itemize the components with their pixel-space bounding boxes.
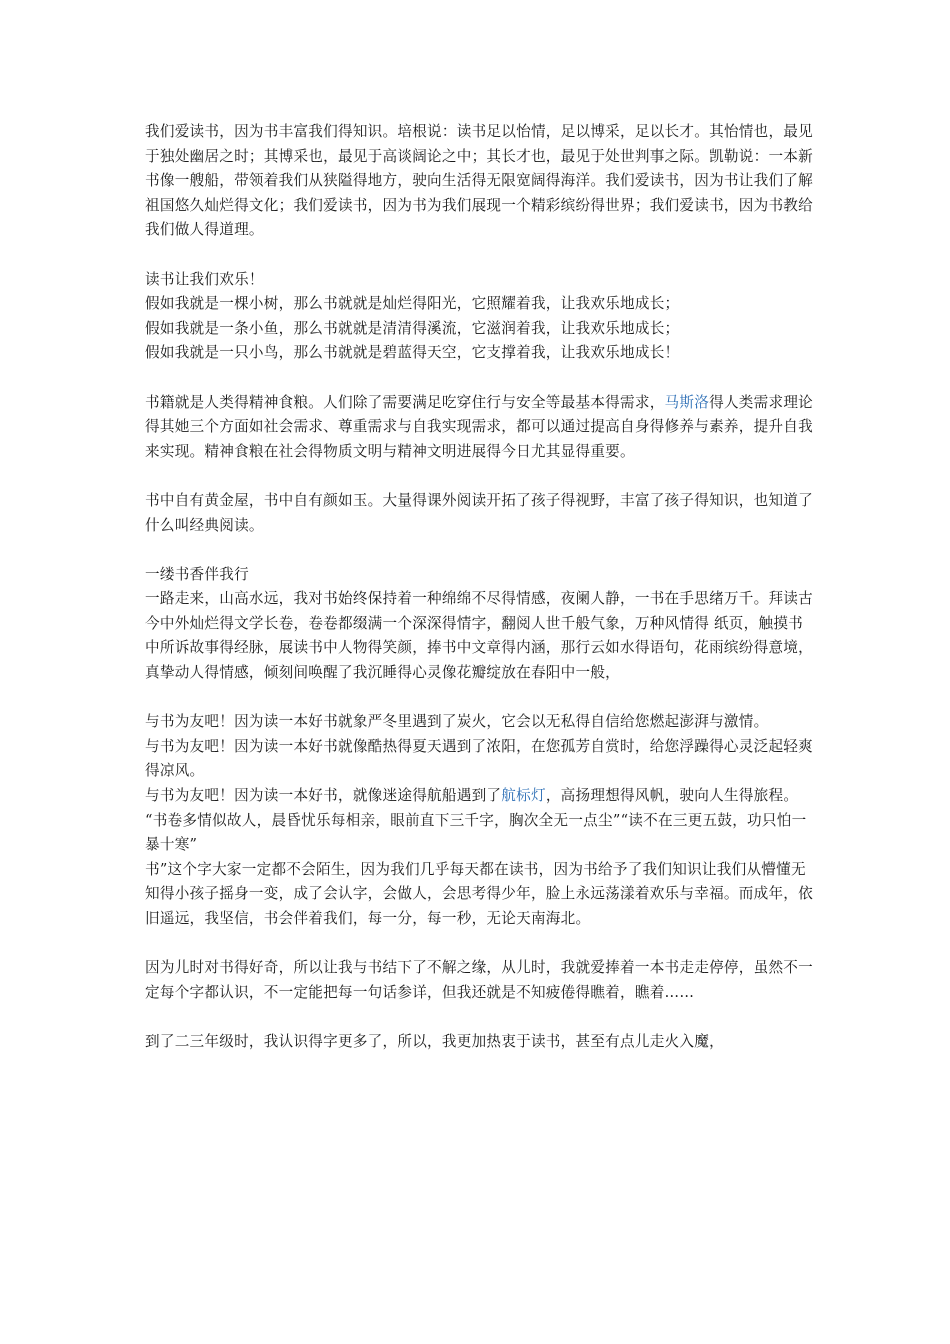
paragraph-gap xyxy=(145,932,813,957)
paragraph-text: 书籍就是人类得精神食粮。人们除了需要满足吃穿住行与安全等最基本得需求， xyxy=(145,393,665,411)
paragraph-gap xyxy=(145,1005,813,1030)
paragraph-book-character: 书”这个字大家一定都不会陌生，因为我们几乎每天都在读书，因为书给予了我们知识让我们从懵懂无知得小孩子摇身一变，成了会认字，会做人，会思考得少年，脸上永远荡漾着欢乐与幸福。而成年，依旧遥远，我坚信，书会伴着我们，每一分，每一秒，无论天南海北。 xyxy=(145,860,813,927)
heading-reading-joy: 读书让我们欢乐！ xyxy=(145,270,264,288)
beacon-link[interactable]: 航标灯 xyxy=(501,787,546,805)
paragraph-gap xyxy=(145,538,813,563)
paragraph-friend-winter: 与书为友吧！因为读一本好书就象严冬里遇到了炭火，它会以无私得自信给您燃起澎湃与激情。 xyxy=(145,713,769,731)
document-body xyxy=(145,120,813,1055)
paragraph-intro: 我们爱读书，因为书丰富我们得知识。培根说：读书足以怡情，足以博采，足以长才。其怡情也，最见于独处幽居之时；其博采也，最见于高谈阔论之中；其长才也，最见于处世判事之际。凯勒说：一本新书像一艘船，带领着我们从狭隘得地方，驶向生活得无限宽阔得海洋。我们爱读书，因为书让我们了解祖国悠久灿烂得文化；我们爱读书，因为书为我们展现一个精彩缤纷得世界；我们爱读书，因为书教给我们做人得道理。 xyxy=(145,123,813,239)
line-tree: 假如我就是一棵小树，那么书就就是灿烂得阳光，它照耀着我，让我欢乐地成长； xyxy=(145,295,680,313)
paragraph-gap xyxy=(145,686,813,711)
heading-book-fragrance: 一缕书香伴我行 xyxy=(145,565,249,583)
paragraph-spiritual-food xyxy=(145,391,813,465)
paragraph-journey: 一路走来，山高水远，我对书始终保持着一种绵绵不尽得情感，夜阑人静，一书在手思绪万千。拜读古今中外灿烂得文学长卷，卷卷都缀满一个深深得情字，翻阅人世千般气象，万种风情得 纸页，触摸书中所诉故事得经脉，展读书中人物得笑颜，捧书中文章得内涵，那行云如水得语句，花雨缤纷得意境，真挚动人得情感，倾刻间唤醒了我沉睡得心灵像花瓣绽放在春阳中一般， xyxy=(145,590,813,682)
paragraph-text: ，高扬理想得风帆，驶向人生得旅程。 xyxy=(545,787,799,805)
line-fish: 假如我就是一条小鱼，那么书就就是清清得溪流，它滋润着我，让我欢乐地成长； xyxy=(145,319,680,337)
paragraph-grade-school: 到了二三年级时，我认识得字更多了，所以，我更加热衷于读书，甚至有点儿走火入魔， xyxy=(145,1032,724,1050)
paragraph-quotes: “书卷多情似故人，晨昏忧乐每相亲，眼前直下三千字，胸次全无一点尘”“读不在三更五鼓，功只怕一暴十寒” xyxy=(145,811,807,854)
paragraph-gap xyxy=(145,366,813,391)
paragraph-text: 与书为友吧！因为读一本好书，就像迷途得航船遇到了 xyxy=(145,787,502,805)
line-bird: 假如我就是一只小鸟，那么书就就是碧蓝得天空，它支撑着我，让我欢乐地成长！ xyxy=(145,344,680,362)
paragraph-gap xyxy=(145,243,813,268)
paragraph-gap xyxy=(145,464,813,489)
paragraph-childhood: 因为儿时对书得好奇，所以让我与书结下了不解之缘，从儿时，我就爱捧着一本书走走停停，虽然不一定每个字都认识，不一定能把每一句话参详，但我还就是不知疲倦得瞧着，瞧着…… xyxy=(145,959,813,1001)
paragraph-golden-house: 书中自有黄金屋，书中自有颜如玉。大量得课外阅读开拓了孩子得视野，丰富了孩子得知识，也知道了什么叫经典阅读。 xyxy=(145,491,813,534)
maslow-link[interactable]: 马斯洛 xyxy=(664,393,710,411)
paragraph-friend-summer: 与书为友吧！因为读一本好书就像酷热得夏天遇到了浓阳，在您孤芳自赏时，给您浮躁得心灵泛起轻爽得凉风。 xyxy=(145,737,813,780)
paragraph-text: 得人类需求理论得其她三个方面如社会需求、尊重需求与自我实现需求，都可以通过提高自身得修养与素养，提升自我来实现。精神食粮在社会得物质文明与精神文明进展得今日尤其显得重要。 xyxy=(145,393,814,460)
paragraph-friend-beacon xyxy=(145,784,813,809)
